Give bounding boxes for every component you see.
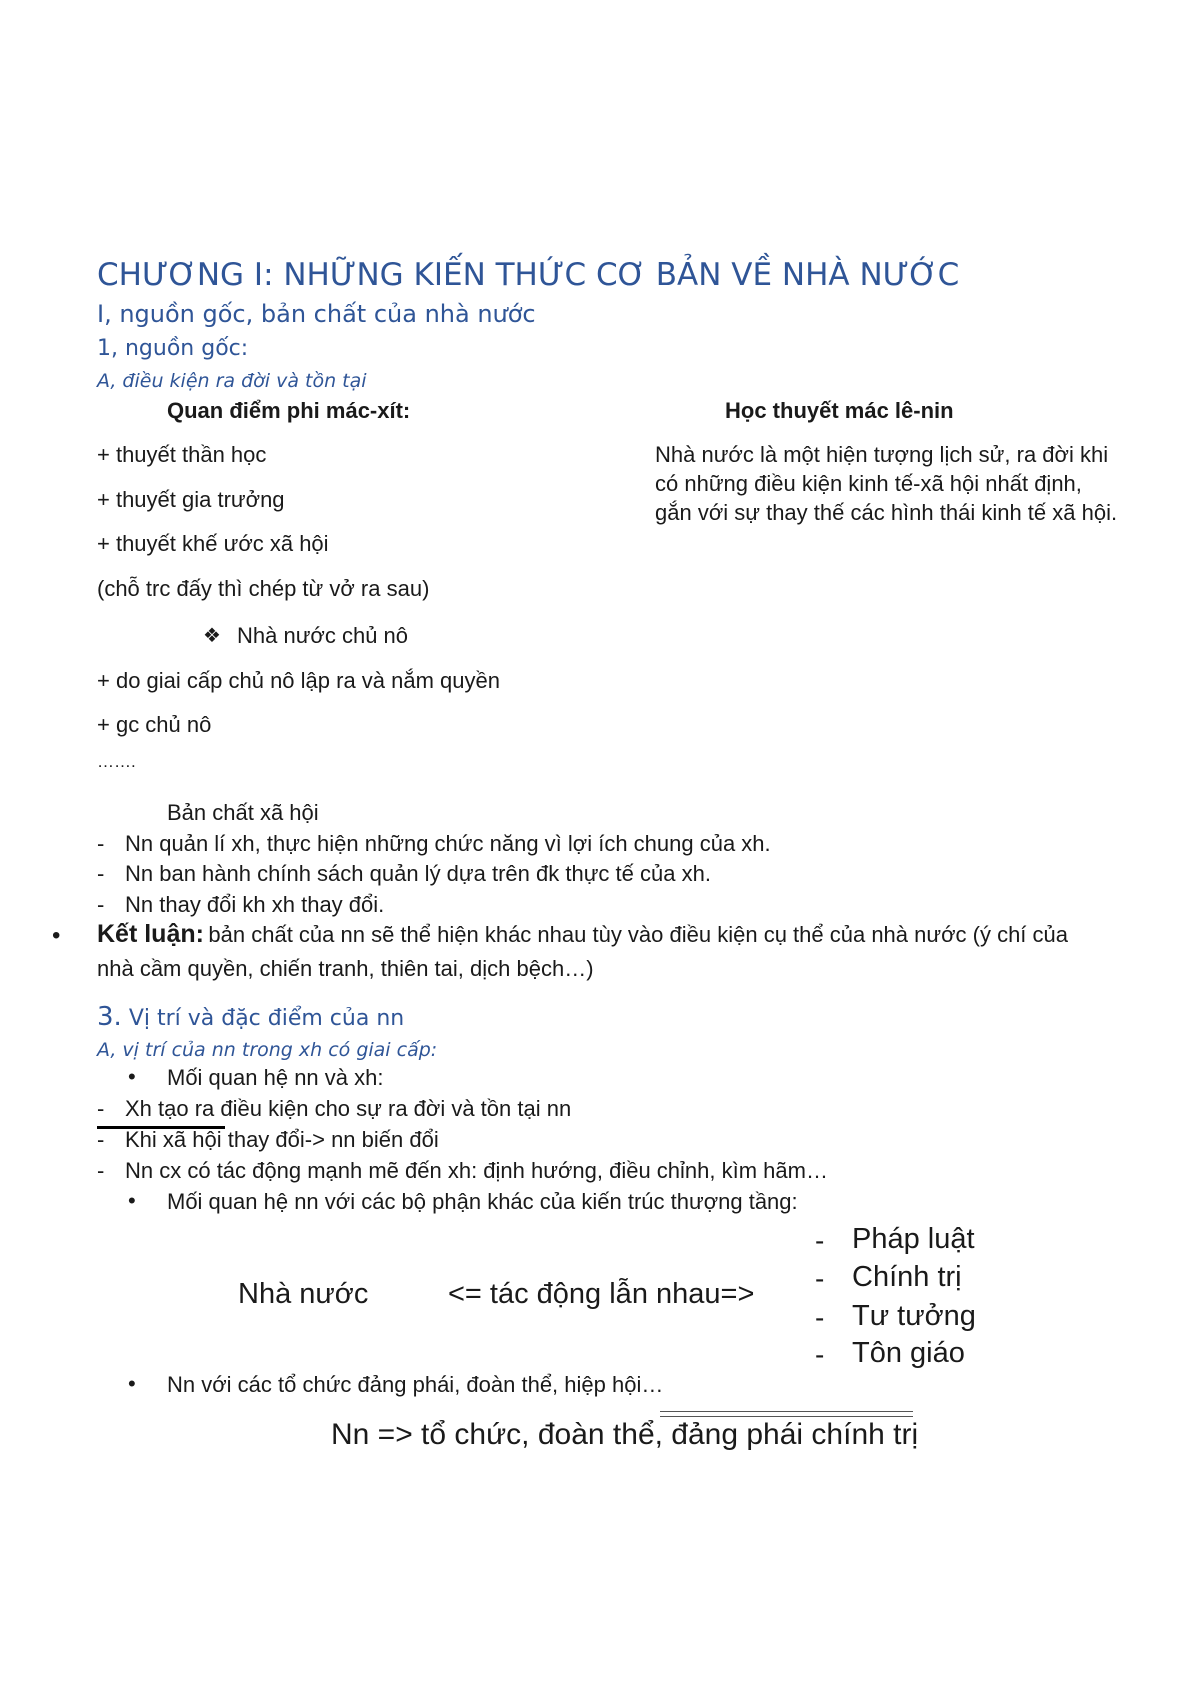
social-item: Nn ban hành chính sách quản lý dựa trên đk thực tế của xh. <box>125 861 711 886</box>
section3-number: 3. <box>97 1002 122 1032</box>
relation-item: Xh tạo ra điều kiện cho sự ra đời và tồn tại nn <box>125 1096 572 1121</box>
dash-marker: - <box>97 1096 105 1121</box>
left-item: (chỗ trc đấy thì chép từ vở ra sau) <box>97 576 430 601</box>
chapter-title: CHƯƠNG I: NHỮNG KIẾN THỨC CƠ BẢN VỀ NHÀ NƯỚC <box>97 257 960 293</box>
left-column-title: Quan điểm phi mác-xít: <box>167 398 411 423</box>
double-divider <box>660 1411 913 1417</box>
final-line: Nn => tổ chức, đoàn thể, đảng phái chính trị <box>331 1418 919 1451</box>
diamond-item: Nhà nước chủ nô <box>237 623 409 648</box>
diagram-right-item: Pháp luật <box>852 1223 975 1255</box>
social-item: Nn thay đổi kh xh thay đổi. <box>125 892 385 917</box>
diagram-right-item: Chính trị <box>852 1261 962 1293</box>
dash-marker: - <box>815 1225 825 1256</box>
conclusion-paragraph <box>97 920 1068 949</box>
section3-bullet1: Mối quan hệ nn và xh: <box>167 1065 384 1090</box>
dash-marker: - <box>97 861 105 886</box>
conclusion-label: Kết luận: <box>97 920 204 948</box>
subsection-title: 1, nguồn gốc: <box>97 336 249 361</box>
diagram-right-item: Tôn giáo <box>852 1337 965 1369</box>
right-column-title: Học thuyết mác lê-nin <box>725 398 954 423</box>
bullet-dot: • <box>52 922 61 949</box>
section-title: I, nguồn gốc, bản chất của nhà nước <box>97 300 536 328</box>
section3-title: Vị trí và đặc điểm của nn <box>128 1006 405 1031</box>
left-line: + gc chủ nô <box>97 712 212 737</box>
subsubsection-title: A, điều kiện ra đời và tồn tại <box>97 370 367 392</box>
left-item: + thuyết gia trưởng <box>97 487 285 512</box>
relation-item: Khi xã hội thay đổi-> nn biến đổi <box>125 1127 439 1152</box>
dash-marker: - <box>97 1158 105 1183</box>
dash-marker: - <box>97 1127 105 1152</box>
relation-item: Nn cx có tác động mạnh mẽ đến xh: định hướng, điều chỉnh, kìm hãm… <box>125 1158 828 1183</box>
section3-bullet3: Nn với các tổ chức đảng phái, đoàn thể, hiệp hội… <box>167 1372 664 1397</box>
left-item: + thuyết thần học <box>97 442 267 467</box>
dash-marker: - <box>815 1263 825 1294</box>
dash-marker: - <box>815 1302 825 1333</box>
left-item: + thuyết khế ước xã hội <box>97 531 329 556</box>
dash-marker: - <box>97 892 105 917</box>
left-line: ……. <box>97 752 136 771</box>
dash-marker: - <box>97 831 105 856</box>
bullet-dot: • <box>128 1064 136 1089</box>
diagram-left: Nhà nước <box>238 1278 369 1310</box>
bullet-dot: • <box>128 1188 136 1213</box>
right-line: có những điều kiện kinh tế-xã hội nhất định, <box>655 471 1082 496</box>
diamond-bullet-icon: ❖ <box>203 625 221 647</box>
conclusion-text-line2: nhà cầm quyền, chiến tranh, thiên tai, dịch bệch…) <box>97 956 594 981</box>
bullet-dot: • <box>128 1371 136 1396</box>
section3-subtitle: A, vị trí của nn trong xh có giai cấp: <box>97 1039 438 1061</box>
social-nature-title: Bản chất xã hội <box>167 800 319 825</box>
right-line: Nhà nước là một hiện tượng lịch sử, ra đời khi <box>655 442 1109 467</box>
social-item: Nn quản lí xh, thực hiện những chức năng vì lợi ích chung của xh. <box>125 831 771 856</box>
conclusion-text: bản chất của nn sẽ thể hiện khác nhau tùy vào điều kiện cụ thể của nhà nước (ý chí của <box>208 922 1069 947</box>
section3-bullet2: Mối quan hệ nn với các bộ phận khác của kiến trúc thượng tầng: <box>167 1189 798 1214</box>
diagram-middle: <= tác động lẫn nhau=> <box>448 1278 755 1310</box>
left-line: + do giai cấp chủ nô lập ra và nắm quyền <box>97 668 500 693</box>
section3-heading <box>97 1002 404 1032</box>
dash-marker: - <box>815 1339 825 1370</box>
right-line: gắn với sự thay thế các hình thái kinh tế xã hội. <box>655 500 1118 525</box>
diagram-right-item: Tư tưởng <box>852 1300 976 1332</box>
